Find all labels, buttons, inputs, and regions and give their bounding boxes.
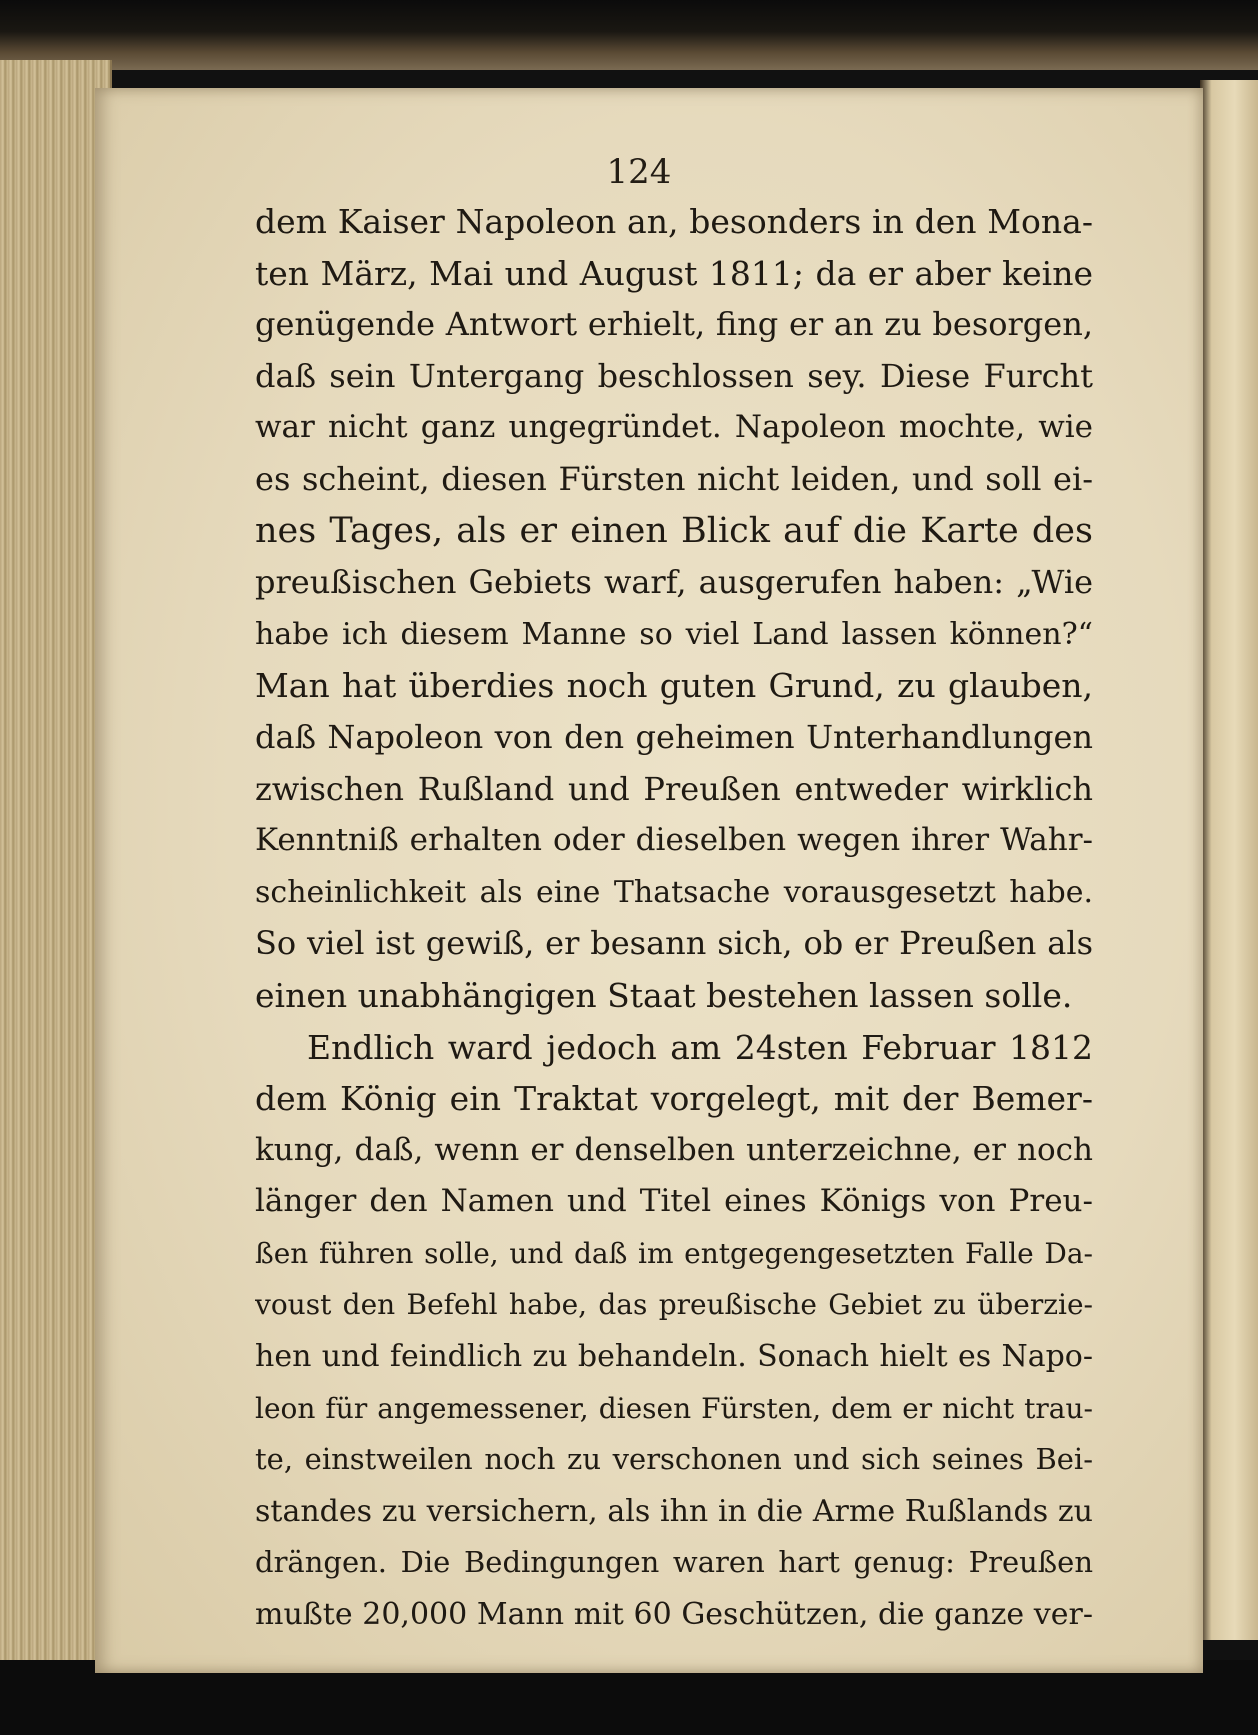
text-line: Kenntniß erhalten oder dieselben wegen ihrer Wahr- [255, 822, 1093, 859]
text-line: ßen führen solle, und daß im entgegengesetzten Falle Da- [255, 1236, 1093, 1270]
text-line: kung, daß, wenn er denselben unterzeichne, er noch [255, 1131, 1093, 1168]
text-line: scheinlichkeit als eine Thatsache vorausgesetzt habe. [255, 874, 1093, 910]
book-top-edge [0, 0, 1258, 70]
text-line: leon für angemessener, diesen Fürsten, dem er nicht trau- [255, 1391, 1093, 1425]
text-line: dem König ein Traktat vorgelegt, mit der Bemer- [255, 1079, 1093, 1119]
text-line: war nicht ganz ungegründet. Napoleon mochte, wie [255, 409, 1093, 446]
text-line: ten März, Mai und August 1811; da er aber keine [255, 253, 1093, 293]
text-line: hen und feindlich zu behandeln. Sonach hielt es Napo- [255, 1339, 1093, 1375]
text-line: Endlich ward jedoch am 24sten Februar 1812 [307, 1027, 1093, 1067]
text-line: habe ich diesem Manne so viel Land lassen können?“ [255, 616, 1093, 652]
text-line: standes zu versichern, als ihn in die Arme Rußlands zu [255, 1493, 1093, 1529]
text-line: länger den Namen und Titel eines Königs von Preu- [255, 1183, 1093, 1220]
text-line: te, einstweilen noch zu verschonen und sich seines Bei- [255, 1442, 1093, 1477]
text-line: mußte 20,000 Mann mit 60 Geschützen, die ganze ver- [255, 1597, 1093, 1633]
text-line: voust den Befehl habe, das preußische Gebiet zu überzie- [255, 1288, 1093, 1322]
text-line: Man hat überdies noch guten Grund, zu glauben, [255, 666, 1093, 706]
page-number: 124 [606, 152, 672, 192]
text-line: drängen. Die Bedingungen waren hart genug: Preußen [255, 1545, 1093, 1580]
text-line: dem Kaiser Napoleon an, besonders in den Mona- [255, 202, 1093, 241]
book-right-page-stack [1200, 80, 1258, 1640]
text-line: So viel ist gewiß, er besann sich, ob er Preußen als [255, 924, 1093, 963]
page-text-block [255, 196, 1093, 1641]
text-line: es scheint, diesen Fürsten nicht leiden, und soll ei- [255, 459, 1093, 498]
text-line: daß Napoleon von den geheimen Unterhandlungen [255, 717, 1093, 756]
text-line: genügende Antwort erhielt, fing er an zu besorgen, [255, 305, 1093, 344]
text-line: nes Tages, als er einen Blick auf die Karte des [255, 510, 1093, 551]
text-line: preußischen Gebiets warf, ausgerufen haben: „Wie [255, 563, 1093, 602]
text-line: einen unabhängigen Staat bestehen lassen solle. [255, 975, 1073, 1015]
text-line: zwischen Rußland und Preußen entweder wirklich [255, 769, 1093, 808]
text-line: daß sein Untergang beschlossen sey. Diese Furcht [255, 356, 1093, 395]
